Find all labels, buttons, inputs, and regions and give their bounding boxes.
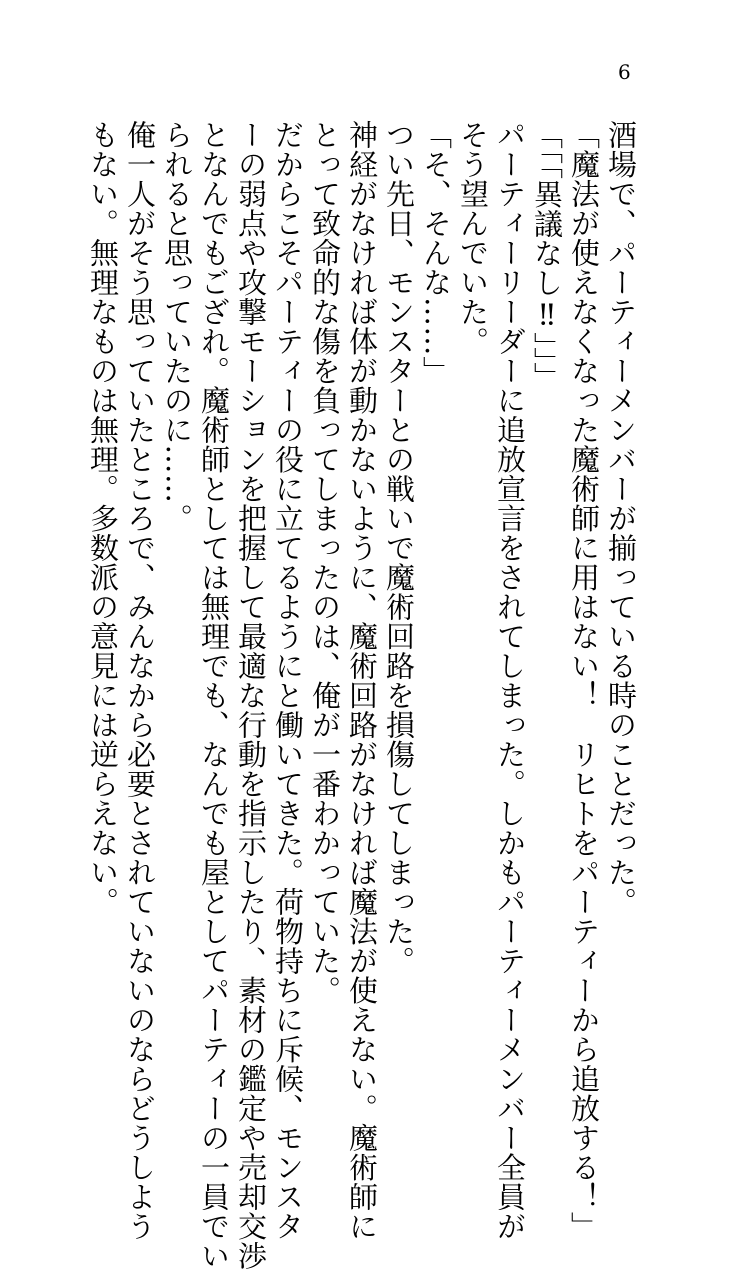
text-line-5: そう望んでいた。 bbox=[456, 120, 490, 356]
text-line-3: 「「「異議なし‼」」」 bbox=[530, 120, 564, 392]
text-line-14: 俺一人がそう思っていたところで、みんなから必要とされていないのならどうしよう bbox=[123, 120, 157, 1241]
text-line-10: だからこそパーティーの役に立てるようにと働いてきた。荷物持ちに斥候、モンスタ bbox=[271, 120, 305, 1241]
text-line-13: られると思っていたのに……。 bbox=[160, 120, 194, 533]
text-line-7: つい先日、モンスターとの戦いで魔術回路を損傷してしまった。 bbox=[382, 120, 416, 976]
text-line-6: 「そ、そんな……」 bbox=[419, 120, 453, 386]
text-line-4: パーティーリーダーに追放宣言をされてしまった。しかもパーティーメンバー全員が bbox=[493, 120, 527, 1241]
text-line-1: 酒場で、パーティーメンバーが揃っている時のことだった。 bbox=[604, 120, 638, 917]
text-line-8: 神経がなければ体が動かないように、魔術回路がなければ魔法が使えない。魔術師に bbox=[345, 120, 379, 1241]
text-line-12: となんでもござれ。魔術師としては無理でも、なんでも屋としてパーティーの一員でい bbox=[197, 120, 231, 1271]
text-line-11: ーの弱点や攻撃モーションを把握して最適な行動を指示したり、素材の鑑定や売却交渉 bbox=[234, 120, 268, 1271]
page-number: 6 bbox=[618, 60, 631, 84]
text-line-2: 「魔法が使えなくなった魔術師に用はない！ リヒトをパーティーから追放する！」 bbox=[567, 120, 601, 1241]
body-text bbox=[84, 120, 639, 1271]
text-line-15: もない。無理なものは無理。多数派の意見には逆らえない。 bbox=[86, 120, 120, 917]
text-line-9: とって致命的な傷を負ってしまったのは、俺が一番わかっていた。 bbox=[308, 120, 342, 1005]
